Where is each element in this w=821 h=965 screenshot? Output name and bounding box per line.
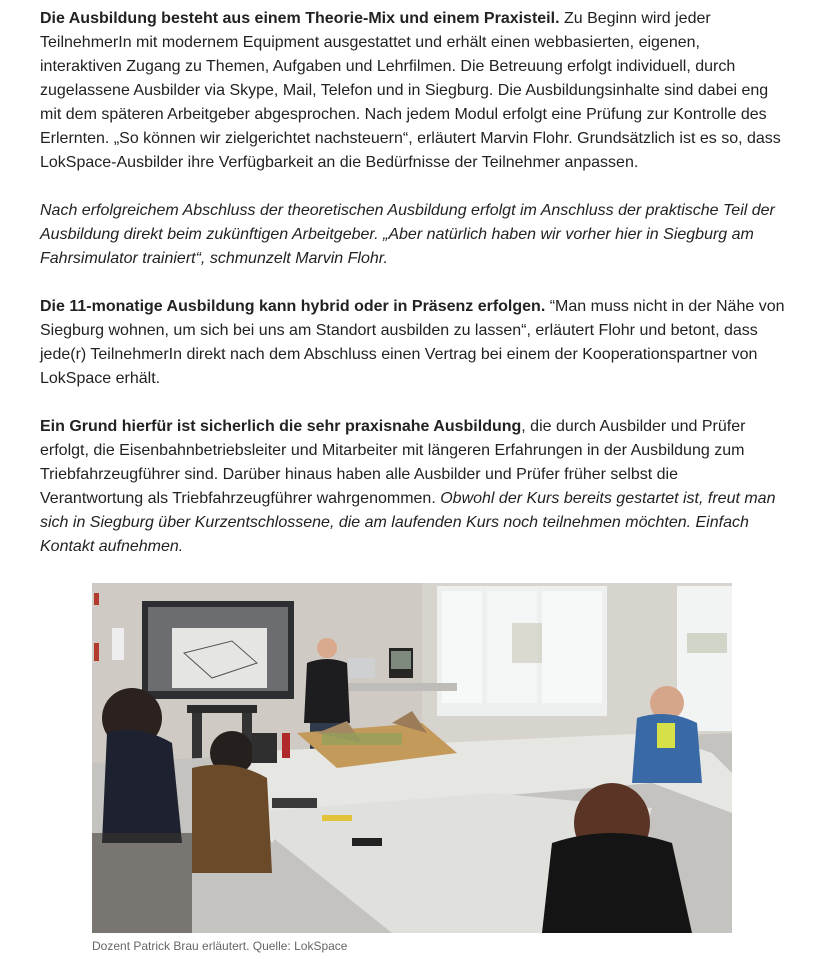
paragraph-text: “Man muss nicht in der Nähe von Siegburg wohnen, um sich bei uns am Standort ausbilden zu lassen“, erläutert Flohr und betont, dass jede(r) TeilnehmerIn direkt nach dem Abschluss einen Vertrag bei einem der Kooperationspartner von LokSpace erhält. [40, 298, 785, 387]
lead-bold: Die Ausbildung besteht aus einem Theorie-Mix und einem Praxisteil. [40, 10, 560, 27]
photo-windows [437, 586, 732, 731]
classroom-photo [92, 583, 732, 933]
paragraph-training-structure [40, 7, 785, 175]
lead-bold: Ein Grund hierfür ist sicherlich die sehr praxisnahe Ausbildung [40, 418, 522, 435]
paragraph-practical-part [40, 199, 785, 271]
paragraph-practical-reason [40, 415, 785, 559]
article-body [40, 7, 785, 583]
paragraph-hybrid [40, 295, 785, 391]
paragraph-text: , die durch Ausbilder und Prüfer erfolgt, die Eisenbahnbetriebsleiter und Mitarbeiter mit längeren Erfahrungen in der Ausbildung zum Triebfahrzeugführer sind. Darüber hinaus haben alle Ausbilder und Prüfer früher selbst die Verantwortung als Triebfahrzeugführer wahrgenommen. [40, 418, 746, 507]
italic-text: Nach erfolgreichem Abschluss der theoretischen Ausbildung erfolgt im Anschluss der praktische Teil der Ausbildung direkt beim zukünftigen Arbeitgeber. „Aber natürlich haben wir vorher hier in Siegburg am Fahrsimulator trainiert“, schmunzelt Marvin Flohr. [40, 202, 775, 267]
paragraph-text: Zu Beginn wird jeder TeilnehmerIn mit modernem Equipment ausgestattet und erhält einen webbasierten, eigenen, interaktiven Zugang zu Themen, Aufgaben und Lehrfilmen. Die Betreuung erfolgt individuell, durch zugelassene Ausbilder via Skype, Mail, Telefon und in Siegburg. Die Ausbildungsinhalte sind dabei eng mit dem späteren Arbeitgeber abgesprochen. Nach jedem Modul erfolgt eine Prüfung zur Kontrolle des Erlernten. „So können wir zielgerichtet nachsteuern“, erläutert Marvin Flohr. Grundsätzlich ist es so, dass LokSpace-Ausbilder ihre Verfügbarkeit an die Bedürfnisse der Teilnehmer anpassen. [40, 10, 781, 171]
italic-text: Obwohl der Kurs bereits gestartet ist, freut man sich in Siegburg über Kurzentschlossene, die am laufenden Kurs noch teilnehmen möchten. Einfach Kontakt aufnehmen. [40, 490, 776, 555]
lead-bold: Die 11-monatige Ausbildung kann hybrid oder in Präsenz erfolgen. [40, 298, 546, 315]
article-figure [92, 583, 732, 954]
image-caption: Dozent Patrick Brau erläutert. Quelle: LokSpace [92, 939, 348, 953]
